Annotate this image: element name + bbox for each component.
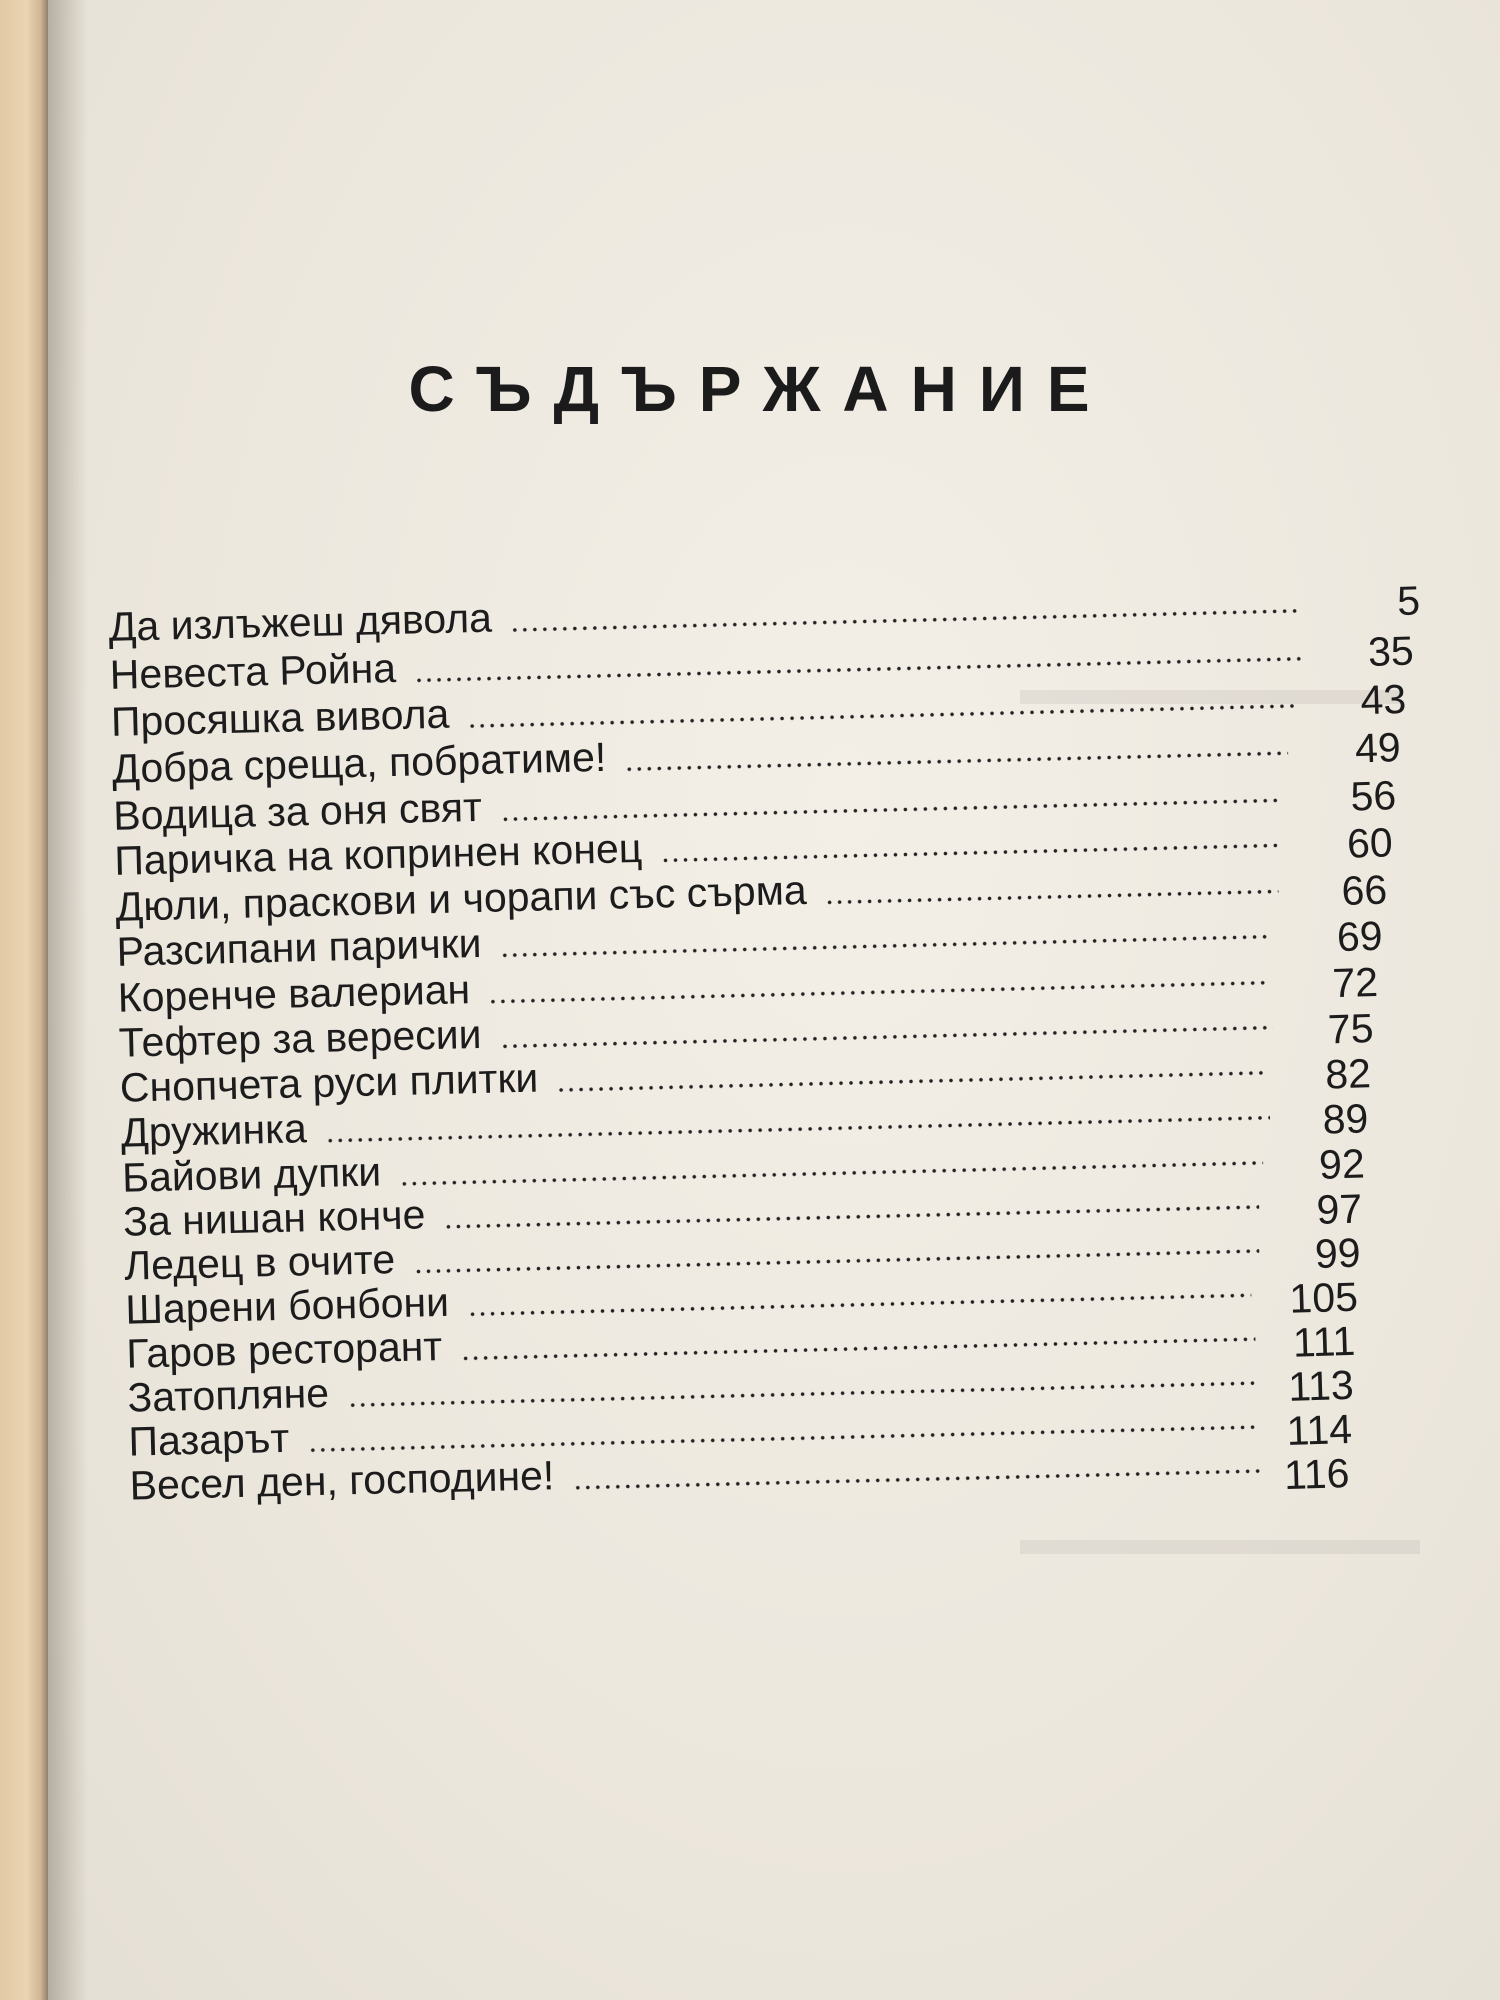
toc-entry-title: Ледец в очите xyxy=(123,1236,396,1289)
toc-page-number: 105 xyxy=(1288,1273,1359,1322)
toc-entry-title: Тефтер за вересии xyxy=(118,1010,482,1066)
toc-entry-title: Гаров ресторант xyxy=(125,1322,443,1377)
toc-entry-title: Снопчета руси плитки xyxy=(119,1054,539,1111)
toc-entry-title: Добра среща, побратиме! xyxy=(111,733,607,792)
toc-entry-title: Разсипани парички xyxy=(116,919,482,975)
toc-entry-title: Шарени бонбони xyxy=(124,1278,450,1333)
toc-page-number: 43 xyxy=(1359,675,1407,724)
toc-page-number: 60 xyxy=(1346,819,1394,867)
toc-page-number: 116 xyxy=(1283,1450,1351,1499)
toc-page-number: 66 xyxy=(1340,866,1388,914)
toc-page-number: 113 xyxy=(1287,1361,1355,1410)
toc-page-number: 89 xyxy=(1321,1095,1369,1143)
toc-entry-title: Паричка на копринен конец xyxy=(113,824,643,884)
toc-page-number: 82 xyxy=(1324,1050,1372,1098)
toc-entry-title: Пазарът xyxy=(128,1414,290,1465)
toc-entry-title: Весел ден, господине! xyxy=(129,1452,555,1509)
toc-entry-title: Дружинка xyxy=(120,1105,308,1156)
toc-page-number: 56 xyxy=(1349,772,1397,820)
toc-entry-title: Да излъжеш дявола xyxy=(108,594,493,650)
toc-entry-title: За нишан конче xyxy=(122,1191,426,1245)
toc-page-number: 49 xyxy=(1354,724,1402,772)
toc-page-number: 75 xyxy=(1327,1005,1375,1053)
toc-entry-title: Невеста Ройна xyxy=(109,644,397,698)
toc-page-number: 72 xyxy=(1331,958,1379,1007)
toc-entry-title: Просяшка вивола xyxy=(110,690,450,745)
toc-entry-title: Затопляне xyxy=(126,1369,330,1421)
toc-entry-title: Коренче валериан xyxy=(117,966,471,1021)
toc-page-number: 92 xyxy=(1318,1140,1366,1188)
toc-page-number: 97 xyxy=(1315,1185,1363,1233)
toc-page-number: 114 xyxy=(1285,1405,1353,1454)
toc-entry-title: Дюли, праскови и чорапи със сърма xyxy=(114,866,808,930)
toc-page-number: 111 xyxy=(1292,1317,1356,1366)
toc-page-number: 35 xyxy=(1367,627,1415,676)
toc-entry-title: Байови дупки xyxy=(121,1148,382,1201)
page-title: СЪДЪРЖАНИЕ xyxy=(408,353,1112,425)
toc-entry-title: Водица за оня свят xyxy=(112,783,483,839)
toc-page-number: 5 xyxy=(1396,577,1421,625)
toc-page-number: 99 xyxy=(1314,1229,1362,1277)
toc-page-number: 69 xyxy=(1336,912,1384,961)
